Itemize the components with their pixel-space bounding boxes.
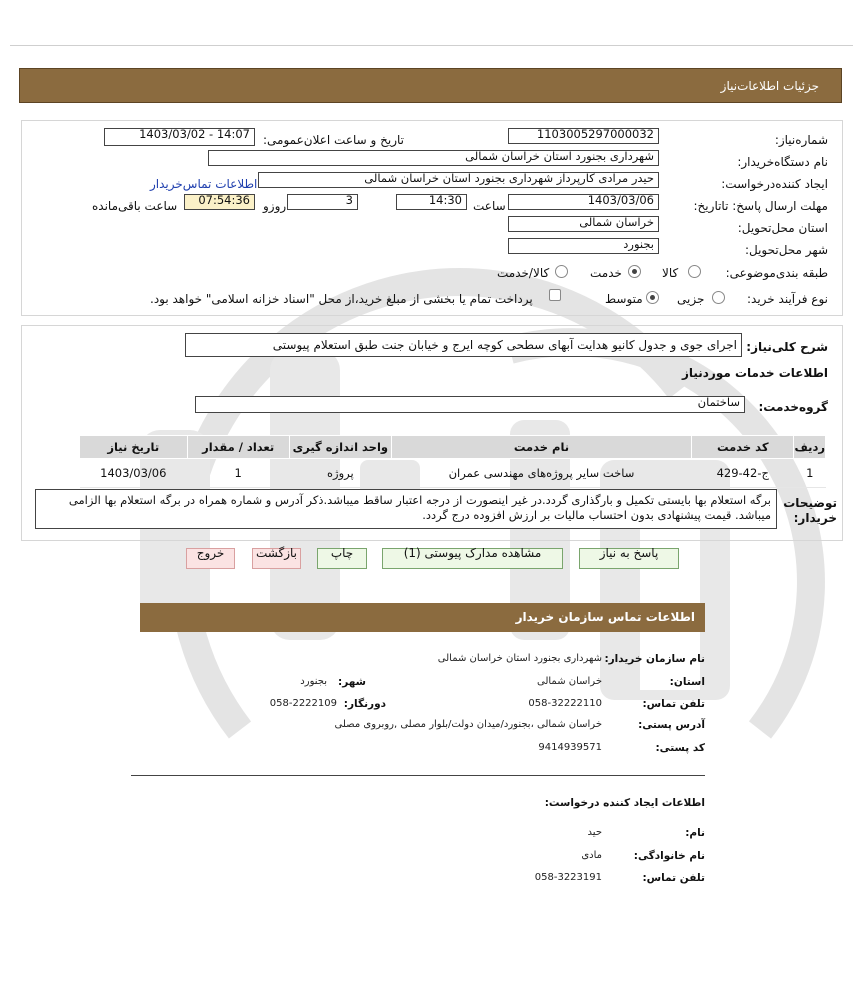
- page-title: جزئیات اطلاعات‌نیاز: [720, 79, 819, 93]
- process-option-medium: متوسط: [605, 292, 643, 306]
- org-label: نام سازمان خریدار:: [604, 653, 705, 665]
- services-heading: اطلاعات خدمات موردنیاز: [681, 366, 828, 380]
- deadline-date-field[interactable]: 1403/03/06: [508, 194, 659, 210]
- table-row[interactable]: [80, 459, 826, 488]
- contact-province-label: استان:: [669, 676, 705, 688]
- process-radio-medium[interactable]: [646, 291, 659, 304]
- buyer-org-label: نام دستگاه‌خریدار:: [737, 155, 828, 169]
- deadline-label: مهلت ارسال پاسخ: تاتاریخ:: [693, 199, 828, 213]
- category-option-service: خدمت: [590, 266, 622, 280]
- process-label: نوع فرآیند خرید:: [747, 292, 828, 306]
- remaining-time-label: ساعت باقی‌مانده: [92, 199, 178, 213]
- services-table: [79, 435, 826, 488]
- cell-service-name: ساخت سایر پروژه‌های مهندسی عمران: [391, 459, 691, 488]
- requester-info-title: اطلاعات ایجاد کننده درخواست:: [544, 797, 705, 809]
- city-label: شهر محل‌تحویل:: [744, 243, 828, 257]
- buyer-org-field[interactable]: شهرداری بجنورد استان خراسان شمالی: [208, 150, 659, 166]
- cell-row-number: 1: [794, 459, 826, 488]
- process-radio-minor[interactable]: [712, 291, 725, 304]
- announce-datetime-label: تاریخ و ساعت اعلان‌عمومی:: [262, 133, 404, 147]
- buyer-description-field[interactable]: برگه استعلام بها بایستی تکمیل و بارگذاری گردد.در غیر اینصورت از درجه اعتبار ساقط میباشد.ذکر آدرس و شماره همراه در برگه استعلام بها الزامی میباشد. قیمت پیشنهادی بدون احتساب مالیات بر ارزش افزوده درج گردد.: [35, 489, 777, 529]
- contact-city-value: بجنورد: [300, 676, 327, 687]
- summary-field[interactable]: اجرای جوی و جدول کانیو هدایت آبهای سطحی کوچه ایرج و خیابان جنت طبق استعلام پیوستی: [185, 333, 742, 357]
- category-radio-goods-service[interactable]: [555, 265, 568, 278]
- requester-family-label: نام خانوادگی:: [633, 850, 705, 862]
- summary-label: شرح کلی‌نیاز:: [746, 340, 828, 354]
- exit-button[interactable]: خروج: [186, 548, 235, 569]
- reply-button[interactable]: پاسخ به نیاز: [579, 548, 679, 569]
- requester-phone-value: 058-3223191: [534, 872, 602, 883]
- table-header-row: [80, 436, 826, 459]
- col-header-service-name: نام خدمت: [391, 436, 691, 459]
- requester-family-value: مادی: [581, 850, 602, 861]
- need-number-field[interactable]: 1103005297000032: [508, 128, 659, 144]
- contact-fax-value: 058-2222109: [269, 698, 337, 709]
- deadline-time-label: ساعت: [473, 199, 506, 213]
- cell-service-code: ج-42-429: [692, 459, 794, 488]
- contact-postal-label: کد پستی:: [655, 742, 705, 754]
- requester-label: ایجاد کننده‌درخواست:: [721, 177, 828, 191]
- category-label: طبقه بندی‌موضوعی:: [725, 266, 828, 280]
- print-button[interactable]: چاپ: [317, 548, 367, 569]
- requester-name-label: نام:: [685, 827, 705, 839]
- col-header-row-number: ردیف: [794, 436, 826, 459]
- buyer-contact-title: اطلاعات تماس سازمان خریدار: [515, 610, 695, 624]
- remaining-time-field: 07:54:36: [184, 194, 255, 210]
- contact-postal-value: 9414939571: [538, 742, 602, 753]
- deadline-days-label: روزو: [263, 199, 287, 213]
- city-field[interactable]: بجنورد: [508, 238, 659, 254]
- deadline-days-field[interactable]: 3: [287, 194, 358, 210]
- contact-province-value: خراسان شمالی: [536, 676, 602, 687]
- cell-unit: پروژه: [289, 459, 391, 488]
- buyer-contact-link[interactable]: اطلاعات تماس‌خریدار: [150, 177, 258, 191]
- contact-phone-label: تلفن تماس:: [642, 698, 705, 710]
- deadline-time-field[interactable]: 14:30: [396, 194, 467, 210]
- cell-quantity: 1: [187, 459, 289, 488]
- announce-datetime-field[interactable]: 1403/03/02 - 14:07: [104, 128, 255, 146]
- col-header-unit: واحد اندازه گیری: [289, 436, 391, 459]
- contact-phone-value: 058-32222110: [528, 698, 602, 709]
- treasury-payment-checkbox[interactable]: [549, 289, 561, 301]
- col-header-service-code: کد خدمت: [692, 436, 794, 459]
- contact-address-value: خراسان شمالی ،بجنورد/میدان دولت/بلوار مصلی ,روبروی مصلی: [334, 719, 602, 730]
- col-header-need-date: تاریخ نیاز: [80, 436, 188, 459]
- buyer-description-label: توضیحات خریدار:: [783, 496, 837, 525]
- category-radio-service[interactable]: [628, 265, 641, 278]
- page-header-bar: [19, 68, 842, 103]
- contact-address-label: آدرس پستی:: [638, 719, 705, 731]
- treasury-payment-note: پرداخت تمام یا بخشی از مبلغ خرید،از محل "اسناد خزانه اسلامی" خواهد بود.: [150, 292, 533, 306]
- requester-phone-label: تلفن تماس:: [642, 872, 705, 884]
- back-button[interactable]: بازگشت: [252, 548, 301, 569]
- category-option-goods: کالا: [662, 266, 679, 280]
- need-number-label: شماره‌نیاز:: [774, 133, 828, 147]
- org-value: شهرداری بجنورد استان خراسان شمالی: [437, 653, 602, 664]
- service-group-label: گروه‌خدمت:: [758, 400, 828, 414]
- province-label: استان محل‌تحویل:: [737, 221, 828, 235]
- buyer-contact-bar: [140, 603, 705, 632]
- service-group-field[interactable]: ساختمان: [195, 396, 745, 413]
- requester-name-value: حید: [587, 827, 602, 838]
- process-option-minor: جزیی: [677, 292, 705, 306]
- contact-fax-label: دورنگار:: [343, 698, 386, 710]
- contact-divider: [131, 775, 705, 776]
- requester-field[interactable]: حیدر مرادی کارپرداز شهرداری بجنورد استان خراسان شمالی: [258, 172, 659, 188]
- view-attachments-button[interactable]: مشاهده مدارک پیوستی (1): [382, 548, 563, 569]
- contact-city-label: شهر:: [338, 676, 366, 688]
- category-radio-goods[interactable]: [688, 265, 701, 278]
- col-header-quantity: تعداد / مقدار: [187, 436, 289, 459]
- cell-need-date: 1403/03/06: [80, 459, 188, 488]
- province-field[interactable]: خراسان شمالی: [508, 216, 659, 232]
- top-divider: [10, 45, 853, 46]
- category-option-goods-service: کالا/خدمت: [497, 266, 550, 280]
